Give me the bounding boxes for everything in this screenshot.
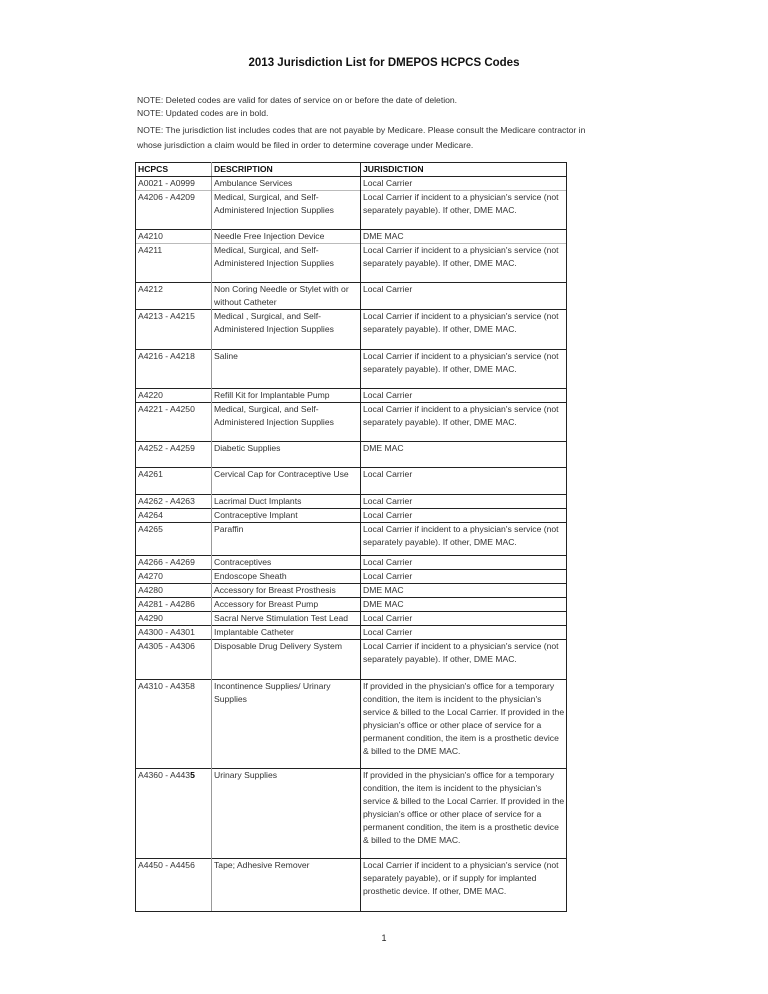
note-updated-codes: NOTE: Updated codes are in bold. (137, 108, 269, 118)
hcpcs-code-text: A4360 - A443 (138, 770, 191, 780)
header-hcpcs: HCPCS (136, 163, 212, 177)
document-title: 2013 Jurisdiction List for DMEPOS HCPCS Codes (248, 57, 520, 69)
note-jurisdiction-list: NOTE: The jurisdiction list includes codes that are not payable by Medicare. Please consult the Medicare contractor in whose jurisdiction a claim would be filed in order to determine coverage under Medicare. (137, 125, 586, 150)
cell-hcpcs: A4211 (136, 244, 212, 283)
table-row (136, 598, 567, 612)
table-row (136, 468, 567, 495)
cell-jurisdiction: DME MAC (361, 442, 567, 468)
cell-jurisdiction: Local Carrier if incident to a physician's service (not separately payable). If other, DME MAC. (361, 523, 567, 556)
cell-hcpcs: A4264 (136, 509, 212, 523)
cell-jurisdiction: Local Carrier if incident to a physician's service (not separately payable). If other, DME MAC. (361, 244, 567, 283)
updated-code-bold-digit: 5 (190, 770, 195, 780)
cell-description: Medical, Surgical, and Self-Administered Injection Supplies (212, 191, 361, 230)
notes-section (137, 94, 607, 153)
cell-description: Contraceptives (212, 556, 361, 570)
cell-hcpcs: A4450 - A4456 (136, 859, 212, 912)
cell-description: Non Coring Needle or Stylet with or without Catheter (212, 283, 361, 310)
cell-jurisdiction: Local Carrier (361, 389, 567, 403)
cell-hcpcs: A4220 (136, 389, 212, 403)
cell-hcpcs: A4290 (136, 612, 212, 626)
cell-description: Ambulance Services (212, 177, 361, 191)
cell-hcpcs: A4210 (136, 230, 212, 244)
table-row (136, 584, 567, 598)
table-header-row (136, 163, 567, 177)
table-row (136, 244, 567, 283)
cell-jurisdiction: Local Carrier (361, 556, 567, 570)
table-row (136, 403, 567, 442)
cell-jurisdiction: Local Carrier if incident to a physician's service (not separately payable), or if supply for implanted prosthetic device. If other, DME MAC. (361, 859, 567, 912)
cell-hcpcs: A4305 - A4306 (136, 640, 212, 680)
table-row (136, 177, 567, 191)
table-row (136, 523, 567, 556)
cell-description: Paraffin (212, 523, 361, 556)
cell-hcpcs: A4212 (136, 283, 212, 310)
cell-description: Diabetic Supplies (212, 442, 361, 468)
table-row (136, 230, 567, 244)
cell-jurisdiction: DME MAC (361, 598, 567, 612)
cell-description: Lacrimal Duct Implants (212, 495, 361, 509)
table-row (136, 191, 567, 230)
cell-jurisdiction: If provided in the physician's office for a temporary condition, the item is incident to the physician's service & billed to the Local Carrier. If provided in the physician's office or other place of service for a permanent condition, the item is a prosthetic device & billed to the DME MAC. (361, 680, 567, 769)
cell-hcpcs: A4262 - A4263 (136, 495, 212, 509)
cell-description: Sacral Nerve Stimulation Test Lead (212, 612, 361, 626)
cell-description: Saline (212, 350, 361, 389)
jurisdiction-table (135, 162, 567, 912)
table-row (136, 570, 567, 584)
cell-jurisdiction: Local Carrier if incident to a physician's service (not separately payable). If other, DME MAC. (361, 403, 567, 442)
cell-hcpcs (136, 769, 212, 859)
cell-hcpcs: A4270 (136, 570, 212, 584)
cell-description: Medical , Surgical, and Self-Administered Injection Supplies (212, 310, 361, 350)
cell-hcpcs: A0021 - A0999 (136, 177, 212, 191)
cell-description: Incontinence Supplies/ Urinary Supplies (212, 680, 361, 769)
cell-description: Tape; Adhesive Remover (212, 859, 361, 912)
cell-description: Urinary Supplies (212, 769, 361, 859)
cell-jurisdiction: DME MAC (361, 584, 567, 598)
cell-description: Implantable Catheter (212, 626, 361, 640)
table-body (136, 177, 567, 912)
table-row (136, 859, 567, 912)
cell-jurisdiction: Local Carrier if incident to a physician's service (not separately payable). If other, DME MAC. (361, 191, 567, 230)
cell-description: Accessory for Breast Prosthesis (212, 584, 361, 598)
cell-hcpcs: A4300 - A4301 (136, 626, 212, 640)
cell-hcpcs: A4261 (136, 468, 212, 495)
cell-jurisdiction: Local Carrier (361, 283, 567, 310)
table-row (136, 509, 567, 523)
table-row (136, 389, 567, 403)
cell-hcpcs: A4266 - A4269 (136, 556, 212, 570)
cell-hcpcs: A4252 - A4259 (136, 442, 212, 468)
table-row (136, 680, 567, 769)
cell-hcpcs: A4221 - A4250 (136, 403, 212, 442)
cell-description: Endoscope Sheath (212, 570, 361, 584)
cell-jurisdiction: Local Carrier (361, 509, 567, 523)
cell-jurisdiction: Local Carrier if incident to a physician's service (not separately payable). If other, DME MAC. (361, 350, 567, 389)
cell-description: Cervical Cap for Contraceptive Use (212, 468, 361, 495)
table-row (136, 769, 567, 859)
cell-description: Medical, Surgical, and Self-Administered Injection Supplies (212, 403, 361, 442)
cell-jurisdiction: Local Carrier if incident to a physician's service (not separately payable). If other, DME MAC. (361, 310, 567, 350)
cell-jurisdiction: Local Carrier (361, 468, 567, 495)
table-row (136, 612, 567, 626)
cell-description: Medical, Surgical, and Self-Administered Injection Supplies (212, 244, 361, 283)
cell-hcpcs: A4265 (136, 523, 212, 556)
cell-description: Contraceptive Implant (212, 509, 361, 523)
cell-jurisdiction: Local Carrier if incident to a physician's service (not separately payable). If other, DME MAC. (361, 640, 567, 680)
cell-jurisdiction: Local Carrier (361, 612, 567, 626)
page-number: 1 (381, 933, 387, 943)
cell-jurisdiction: DME MAC (361, 230, 567, 244)
cell-description: Refill Kit for Implantable Pump (212, 389, 361, 403)
cell-hcpcs: A4310 - A4358 (136, 680, 212, 769)
cell-hcpcs: A4206 - A4209 (136, 191, 212, 230)
table-row (136, 556, 567, 570)
table-row (136, 442, 567, 468)
table-row (136, 310, 567, 350)
header-jurisdiction: JURISDICTION (361, 163, 567, 177)
table-row (136, 626, 567, 640)
header-description: DESCRIPTION (212, 163, 361, 177)
cell-description: Disposable Drug Delivery System (212, 640, 361, 680)
cell-jurisdiction: If provided in the physician's office for a temporary condition, the item is incident to the physician's service & billed to the Local Carrier. If provided in the physician's office or other place of service for a permanent condition, the item is a prosthetic device & billed to the DME MAC. (361, 769, 567, 859)
cell-hcpcs: A4280 (136, 584, 212, 598)
table-row (136, 640, 567, 680)
cell-hcpcs: A4213 - A4215 (136, 310, 212, 350)
cell-description: Accessory for Breast Pump (212, 598, 361, 612)
cell-jurisdiction: Local Carrier (361, 495, 567, 509)
cell-hcpcs: A4281 - A4286 (136, 598, 212, 612)
cell-jurisdiction: Local Carrier (361, 570, 567, 584)
table-row (136, 350, 567, 389)
cell-jurisdiction: Local Carrier (361, 177, 567, 191)
cell-hcpcs: A4216 - A4218 (136, 350, 212, 389)
note-deleted-codes: NOTE: Deleted codes are valid for dates of service on or before the date of deletion. (137, 95, 458, 105)
cell-jurisdiction: Local Carrier (361, 626, 567, 640)
table-row (136, 495, 567, 509)
cell-description: Needle Free Injection Device (212, 230, 361, 244)
table-row (136, 283, 567, 310)
